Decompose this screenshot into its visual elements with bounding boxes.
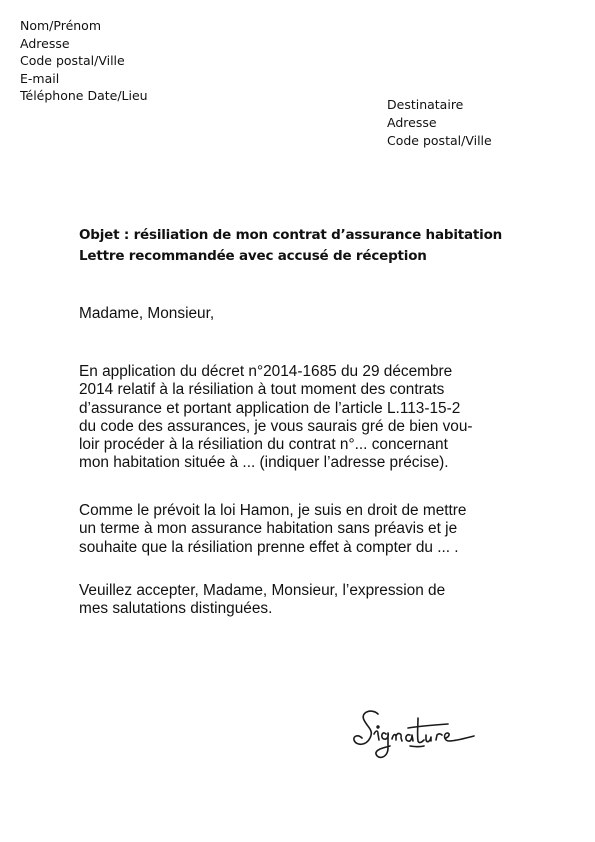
sender-postal-city: Code postal/Ville xyxy=(20,53,125,69)
paragraph-line: un terme à mon assurance habitation sans préavis et je xyxy=(79,520,458,538)
paragraph-line: du code des assurances, je vous saurais gré de bien vou- xyxy=(79,417,473,435)
sender-address: Adresse xyxy=(20,35,70,51)
handwritten-signature xyxy=(350,700,510,770)
subject-block xyxy=(79,225,502,267)
sender-name: Nom/Prénom xyxy=(20,18,102,33)
paragraph-line: Veuillez accepter, Madame, Monsieur, l’expression de xyxy=(79,582,446,599)
recipient-postal-city: Code postal/Ville xyxy=(387,133,492,148)
recipient-block xyxy=(387,96,492,150)
registered-letter-line: Lettre recommandée avec accusé de réception xyxy=(79,248,427,264)
sender-block xyxy=(20,17,148,105)
paragraph-closing xyxy=(79,582,519,619)
paragraph-line: loir procéder à la résiliation du contrat n°... concernant xyxy=(79,436,448,454)
recipient-address: Adresse xyxy=(387,115,437,130)
subject-line: Objet : résiliation de mon contrat d’assurance habitation xyxy=(79,227,503,243)
salutation xyxy=(79,305,519,323)
paragraph-line: 2014 relatif à la résiliation à tout moment des contrats xyxy=(79,381,445,399)
paragraph-line: En application du décret n°2014-1685 du 29 décembre xyxy=(79,363,453,380)
paragraph-hamon-law xyxy=(79,502,519,557)
recipient-name: Destinataire xyxy=(387,97,464,112)
paragraph-line: d’assurance et portant application de l’article L.113-15-2 xyxy=(79,399,461,417)
paragraph-line: souhaite que la résiliation prenne effet à compter du ... . xyxy=(79,538,459,556)
paragraph-line: Comme le prévoit la loi Hamon, je suis en droit de mettre xyxy=(79,502,467,519)
sender-phone-date-place: Téléphone Date/Lieu xyxy=(20,88,148,104)
paragraph-line: mes salutations distinguées. xyxy=(79,600,273,618)
paragraph-line: mon habitation située à ... (indiquer l’adresse précise). xyxy=(79,454,449,472)
sender-email: E-mail xyxy=(20,70,60,86)
salutation-text: Madame, Monsieur, xyxy=(79,305,215,322)
paragraph-request xyxy=(79,363,519,473)
